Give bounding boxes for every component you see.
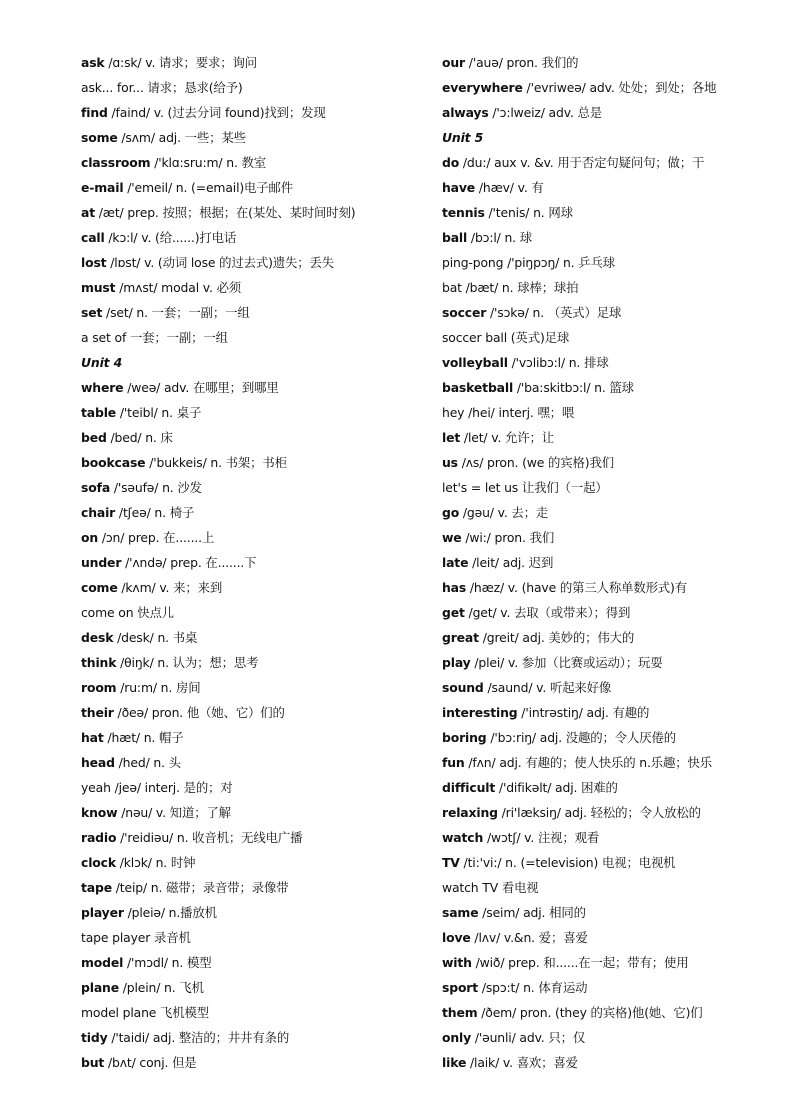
vocab-entry [81,525,421,550]
vocab-definition: /ri'læksiŋ/ adj. 轻松的；令人放松的 [497,805,701,820]
unit-heading-text: Unit 4 [81,355,123,370]
vocab-headword: model [81,955,124,970]
vocab-headword: fun [442,755,465,770]
vocab-definition: ping-pong /'piŋpɔŋ/ n. 乒乓球 [442,255,615,270]
vocab-definition: /faind/ v. (过去分词 found)找到；发现 [107,105,326,120]
vocab-headword: but [81,1055,105,1070]
vocab-headword: clock [81,855,116,870]
vocab-headword: must [81,280,116,295]
vocab-entry [81,200,421,225]
vocab-entry [442,725,787,750]
vocab-definition: /'difikəlt/ adj. 困难的 [495,780,618,795]
vocab-entry [442,450,787,475]
vocab-entry [442,750,787,775]
vocab-headword: find [81,105,108,120]
vocab-definition: /ðem/ pron. (they 的宾格)他(她、它)们 [477,1005,703,1020]
vocab-entry [81,900,421,925]
vocab-definition: /'əunli/ adv. 只；仅 [471,1030,586,1045]
vocab-entry [81,650,421,675]
vocab-headword: on [81,530,99,545]
vocab-definition: /'səufə/ n. 沙发 [110,480,202,495]
vocab-entry [81,500,421,525]
vocab-definition: /wi:/ pron. 我们 [461,530,555,545]
vocab-definition: /hed/ n. 头 [114,755,181,770]
vocab-entry [81,975,421,1000]
vocab-entry [442,275,787,300]
vocab-definition: /seim/ adj. 相同的 [478,905,586,920]
vocab-entry [81,400,421,425]
vocab-entry [442,400,787,425]
vocab-definition: /'ʌndə/ prep. 在.......下 [121,555,257,570]
vocab-entry [81,175,421,200]
vocab-headword: their [81,705,114,720]
vocab-entry [81,625,421,650]
vocab-definition: /get/ v. 去取（或带来）；得到 [464,605,631,620]
vocab-entry [81,125,421,150]
vocab-definition: /lɒst/ v. (动词 lose 的过去式)遗失；丢失 [106,255,335,270]
vocab-headword: e-mail [81,180,124,195]
vocab-entry [442,375,787,400]
vocab-entry [442,975,787,1000]
vocab-headword: same [442,905,479,920]
vocab-entry [442,500,787,525]
vocab-headword: have [442,180,476,195]
vocab-definition: /nəu/ v. 知道；了解 [117,805,231,820]
vocab-definition: /set/ n. 一套；一副；一组 [102,305,250,320]
vocab-definition: /spɔ:t/ n. 体育运动 [478,980,588,995]
vocab-entry [442,800,787,825]
vocab-headword: always [442,105,489,120]
vocab-definition: /bʌt/ conj. 但是 [104,1055,197,1070]
vocab-definition: /sʌm/ adj. 一些；某些 [117,130,246,145]
vocab-entry [81,775,421,800]
left-vocabulary-column [81,50,421,1075]
vocab-entry [442,1000,787,1025]
vocab-definition: /leit/ adj. 迟到 [468,555,554,570]
vocab-definition: model plane 飞机模型 [81,1005,209,1020]
vocab-headword: relaxing [442,805,498,820]
vocab-entry [442,1050,787,1075]
vocab-definition: tape player 录音机 [81,930,191,945]
vocab-entry [442,200,787,225]
vocab-headword: come [81,580,118,595]
vocab-definition: /ti:'vi:/ n. (=television) 电视；电视机 [459,855,676,870]
vocab-definition: /pleiə/ n.播放机 [123,905,217,920]
vocab-definition: /bed/ n. 床 [106,430,173,445]
vocab-headword: boring [442,730,487,745]
vocab-headword: TV [442,855,460,870]
unit-heading [442,125,787,150]
vocab-definition: /kɔ:l/ v. (给......)打电话 [104,230,237,245]
vocab-entry [81,275,421,300]
vocab-headword: bed [81,430,107,445]
vocab-headword: tape [81,880,112,895]
vocab-definition: /'bukkeis/ n. 书架；书柜 [145,455,287,470]
vocab-headword: sound [442,680,484,695]
vocab-entry [81,575,421,600]
vocab-headword: love [442,930,471,945]
vocab-definition: /wɔtʃ/ v. 注视；观看 [483,830,600,845]
vocab-entry [442,925,787,950]
vocab-entry [81,450,421,475]
vocab-headword: volleyball [442,355,508,370]
vocab-entry [81,1025,421,1050]
vocab-entry [81,950,421,975]
vocab-definition: bat /bæt/ n. 球棒；球拍 [442,280,579,295]
vocab-entry [442,525,787,550]
vocab-definition: /klɔk/ n. 时钟 [115,855,196,870]
vocab-headword: soccer [442,305,487,320]
vocab-entry [81,300,421,325]
vocab-definition: /saund/ v. 听起来好像 [483,680,612,695]
vocab-headword: let [442,430,461,445]
vocab-entry [81,550,421,575]
vocab-entry [442,100,787,125]
vocab-definition: a set of 一套；一副；一组 [81,330,228,345]
vocab-headword: bookcase [81,455,146,470]
vocab-headword: tennis [442,205,485,220]
vocab-definition: /mʌst/ modal v. 必须 [115,280,242,295]
vocab-entry [442,650,787,675]
vocab-definition: /'reidiəu/ n. 收音机；无线电广播 [116,830,303,845]
vocab-headword: basketball [442,380,514,395]
vocab-definition: /'ɔ:lweiz/ adv. 总是 [488,105,602,120]
vocab-entry [81,850,421,875]
vocab-entry [81,250,421,275]
vocab-entry [442,475,787,500]
right-vocabulary-column [442,50,787,1075]
unit-heading-text: Unit 5 [442,130,484,145]
vocab-headword: some [81,130,118,145]
vocab-definition: /'evriweə/ adv. 处处；到处；各地 [522,80,717,95]
vocab-definition: soccer ball (英式)足球 [442,330,570,345]
vocab-entry [442,600,787,625]
vocab-headword: sport [442,980,479,995]
vocab-headword: know [81,805,118,820]
vocab-entry [442,50,787,75]
vocab-headword: interesting [442,705,518,720]
vocab-headword: player [81,905,124,920]
vocab-entry [442,225,787,250]
vocab-headword: lost [81,255,107,270]
vocab-definition: /hæz/ v. (have 的第三人称单数形式)有 [466,580,687,595]
vocab-definition: /wið/ prep. 和......在一起；带有；使用 [471,955,689,970]
vocab-entry [81,375,421,400]
vocab-entry [442,700,787,725]
vocab-definition: let's = let us 让我们（一起） [442,480,608,495]
vocab-entry [442,675,787,700]
vocab-headword: like [442,1055,467,1070]
vocab-entry [442,425,787,450]
vocab-definition: ask... for... 请求；恳求(给予) [81,80,243,95]
vocab-definition: /teip/ n. 磁带；录音带；录像带 [111,880,289,895]
vocab-headword: we [442,530,462,545]
vocab-headword: room [81,680,117,695]
vocab-headword: radio [81,830,117,845]
vocab-headword: under [81,555,122,570]
vocab-entry [81,1000,421,1025]
vocab-definition: /lʌv/ v.&n. 爱；喜爱 [470,930,588,945]
vocab-headword: ball [442,230,468,245]
vocab-headword: late [442,555,469,570]
vocab-headword: do [442,155,460,170]
vocab-headword: get [442,605,465,620]
vocab-definition: /laik/ v. 喜欢；喜爱 [466,1055,578,1070]
vocab-headword: difficult [442,780,496,795]
vocab-definition: /weə/ adv. 在哪里；到哪里 [123,380,279,395]
vocab-definition: /'klɑ:sru:m/ n. 教室 [150,155,267,170]
vocab-entry [442,150,787,175]
vocab-definition: /tʃeə/ n. 椅子 [115,505,195,520]
vocab-definition: /bɔ:l/ n. 球 [467,230,532,245]
vocab-headword: think [81,655,117,670]
vocab-entry [81,800,421,825]
vocab-entry [81,825,421,850]
vocab-entry [442,1025,787,1050]
vocab-entry [81,600,421,625]
vocab-entry [442,550,787,575]
vocab-entry [442,175,787,200]
vocab-headword: tidy [81,1030,108,1045]
vocab-entry [442,775,787,800]
vocab-headword: watch [442,830,484,845]
vocab-headword: set [81,305,103,320]
vocab-definition: /'intrəstiŋ/ adj. 有趣的 [517,705,650,720]
vocab-headword: has [442,580,467,595]
unit-heading [81,350,421,375]
vocab-headword: at [81,205,95,220]
vocab-definition: hey /hei/ interj. 嘿；喂 [442,405,575,420]
vocab-definition: /greit/ adj. 美妙的；伟大的 [478,630,635,645]
vocab-definition: /let/ v. 允许；让 [460,430,554,445]
vocab-headword: classroom [81,155,151,170]
vocab-definition: /æt/ prep. 按照；根据；在(某处、某时间时刻) [94,205,356,220]
vocab-definition: watch TV 看电视 [442,880,539,895]
vocab-entry [442,875,787,900]
vocab-definition: come on 快点儿 [81,605,174,620]
vocab-entry [81,925,421,950]
vocab-entry [442,350,787,375]
vocab-entry [81,750,421,775]
vocab-entry [81,475,421,500]
vocab-definition: /gəu/ v. 去；走 [459,505,549,520]
vocab-headword: everywhere [442,80,523,95]
vocab-definition: /ru:m/ n. 房间 [116,680,201,695]
vocab-headword: us [442,455,458,470]
vocab-entry [442,850,787,875]
vocab-definition: /'taidi/ adj. 整洁的；井井有条的 [107,1030,290,1045]
vocab-definition: /desk/ n. 书桌 [113,630,198,645]
vocab-definition: /'vɔlibɔ:l/ n. 排球 [507,355,609,370]
vocab-headword: them [442,1005,478,1020]
vocab-entry [81,225,421,250]
vocab-definition: /'emeil/ n. (=email)电子邮件 [123,180,294,195]
vocab-definition: /ʌs/ pron. (we 的宾格)我们 [457,455,614,470]
vocab-definition: /plein/ n. 飞机 [118,980,204,995]
vocab-entry [442,575,787,600]
vocab-headword: head [81,755,115,770]
vocab-entry [442,250,787,275]
vocab-definition: /'auə/ pron. 我们的 [465,55,579,70]
vocab-definition: yeah /jeə/ interj. 是的；对 [81,780,233,795]
vocab-headword: only [442,1030,472,1045]
vocab-entry [442,625,787,650]
vocab-definition: /θiŋk/ n. 认为；想；思考 [116,655,259,670]
vocab-headword: where [81,380,124,395]
vocab-headword: our [442,55,465,70]
vocab-definition: /kʌm/ v. 来；来到 [117,580,223,595]
vocab-definition: /ðeə/ pron. 他（她、它）们的 [113,705,285,720]
vocab-definition: /'tenis/ n. 网球 [484,205,573,220]
vocab-definition: /plei/ v. 参加（比赛或运动）；玩耍 [470,655,663,670]
vocab-headword: go [442,505,460,520]
vocab-headword: hat [81,730,104,745]
vocab-entry [81,1050,421,1075]
vocab-definition: /hæt/ n. 帽子 [103,730,184,745]
vocab-headword: play [442,655,471,670]
vocab-entry [81,725,421,750]
vocab-entry [81,875,421,900]
vocab-headword: sofa [81,480,111,495]
vocab-definition: /ɑ:sk/ v. 请求；要求；询问 [104,55,257,70]
vocab-definition: /'ba:skitbɔ:l/ n. 篮球 [513,380,634,395]
vocab-entry [81,50,421,75]
vocab-entry [81,75,421,100]
vocab-definition: /fʌn/ adj. 有趣的；使人快乐的 n.乐趣；快乐 [464,755,712,770]
vocab-entry [442,900,787,925]
vocab-definition: /'bɔ:riŋ/ adj. 没趣的；令人厌倦的 [486,730,676,745]
vocab-headword: great [442,630,479,645]
vocab-definition: /du:/ aux v. &v. 用于否定句疑问句；做；干 [459,155,705,170]
vocab-definition: /'mɔdl/ n. 模型 [123,955,212,970]
vocab-entry [81,425,421,450]
vocab-definition: /'sɔkə/ n. （英式）足球 [486,305,622,320]
vocab-headword: plane [81,980,119,995]
vocab-entry [81,325,421,350]
vocab-entry [81,150,421,175]
vocab-entry [442,300,787,325]
vocab-definition: /'teibl/ n. 桌子 [116,405,202,420]
vocab-entry [442,950,787,975]
vocab-entry [81,675,421,700]
vocab-headword: with [442,955,472,970]
vocab-entry [442,825,787,850]
vocab-headword: call [81,230,105,245]
vocab-headword: ask [81,55,105,70]
vocab-headword: chair [81,505,116,520]
vocab-definition: /ɔn/ prep. 在.......上 [98,530,215,545]
vocab-headword: desk [81,630,114,645]
vocab-entry [442,75,787,100]
vocab-headword: table [81,405,117,420]
vocab-entry [81,700,421,725]
vocab-entry [81,100,421,125]
vocab-definition: /hæv/ v. 有 [475,180,544,195]
vocab-entry [442,325,787,350]
